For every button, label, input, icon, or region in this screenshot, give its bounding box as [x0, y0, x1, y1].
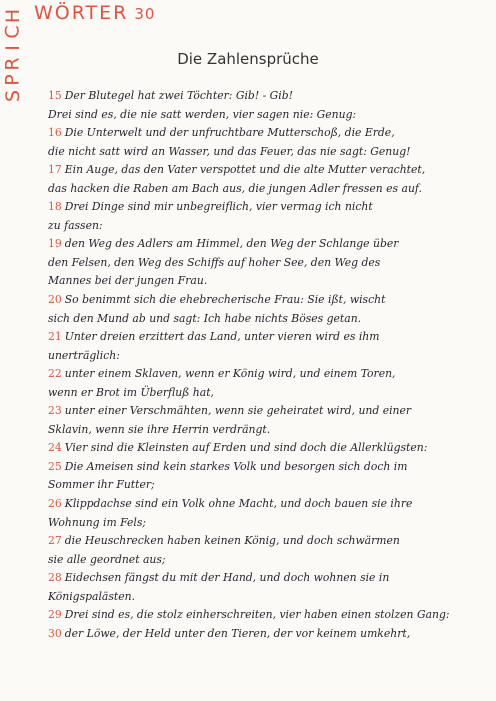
verse-number: 30 [48, 626, 62, 640]
text-line [48, 198, 488, 217]
text-body [48, 87, 488, 643]
verse-number: 17 [48, 163, 62, 177]
line-text: Die Ameisen sind kein starkes Volk und besorgen sich doch im [64, 459, 408, 473]
verse-number: 23 [48, 404, 62, 418]
line-text: Drei Dinge sind mir unbegreiflich, vier vermag ich nicht [64, 200, 373, 214]
text-line [48, 495, 488, 514]
text-line [48, 347, 488, 366]
text-line [48, 310, 488, 329]
line-text: Klippdachse sind ein Volk ohne Macht, und doch bauen sie ihre [64, 497, 413, 511]
line-text: unerträglich: [48, 348, 120, 362]
header-word: WÖRTER [34, 2, 129, 24]
text-line [48, 328, 488, 347]
text-line [48, 402, 488, 421]
verse-number: 22 [48, 367, 62, 381]
text-line [48, 458, 488, 477]
verse-number: 20 [48, 293, 62, 307]
verse-number: 24 [48, 441, 62, 455]
text-line [48, 272, 488, 291]
text-line [48, 217, 488, 236]
line-text: wenn er Brot im Überfluß hat, [48, 385, 214, 399]
side-label-letter: R [1, 57, 24, 71]
line-text: Eidechsen fängst du mit der Hand, und doch wohnen sie in [64, 571, 390, 585]
line-text: Drei sind es, die nie satt werden, vier sagen nie: Genug: [48, 107, 357, 121]
verse-number: 18 [48, 200, 62, 214]
line-text: das hacken die Raben am Bach aus, die jungen Adler fressen es auf. [48, 181, 422, 195]
line-text: Der Blutegel hat zwei Töchter: Gib! - Gib! [64, 89, 294, 102]
text-line [48, 291, 488, 310]
line-text: unter einem Sklaven, wenn er König wird, und einem Toren, [64, 367, 396, 381]
text-line [48, 588, 488, 607]
text-line [48, 106, 488, 125]
verse-number: 26 [48, 497, 62, 511]
line-text: Unter dreien erzittert das Land, unter vieren wird es ihm [64, 330, 380, 344]
text-line [48, 421, 488, 440]
text-line [48, 514, 488, 533]
line-text: Drei sind es, die stolz einherschreiten, vier haben einen stolzen Gang: [64, 608, 450, 622]
text-line [48, 625, 488, 644]
line-text: den Weg des Adlers am Himmel, den Weg der Schlange über [64, 237, 399, 251]
verse-number: 27 [48, 534, 62, 548]
line-text: So benimmt sich die ehebrecherische Frau: Sie ißt, wischt [64, 293, 386, 307]
text-line [48, 254, 488, 273]
verse-number: 19 [48, 237, 62, 251]
line-text: Mannes bei der jungen Frau. [48, 274, 208, 288]
line-text: der Löwe, der Held unter den Tieren, der vor keinem umkehrt, [64, 626, 411, 640]
side-label-letter: H [1, 8, 24, 24]
line-text: die nicht satt wird an Wasser, und das Feuer, das nie sagt: Genug! [48, 144, 411, 158]
line-text: Die Unterwelt und der unfruchtbare Mutterschoß, die Erde, [64, 126, 395, 140]
line-text: Vier sind die Kleinsten auf Erden und sind doch die Allerklügsten: [64, 441, 428, 455]
side-label-letter: S [2, 89, 24, 103]
header-number: 30 [134, 5, 156, 23]
page-header [34, 2, 155, 24]
line-text: sie alle geordnet aus; [48, 552, 166, 566]
verse-number: 28 [48, 571, 62, 585]
text-line [48, 384, 488, 403]
line-text: sich den Mund ab und sagt: Ich habe nichts Böses getan. [48, 311, 362, 325]
line-text: Königspalästen. [48, 589, 136, 603]
text-line [48, 124, 488, 143]
side-label-letter: C [2, 25, 24, 39]
text-line [48, 180, 488, 199]
verse-number: 21 [48, 330, 62, 344]
text-line [48, 569, 488, 588]
line-text: unter einer Verschmähten, wenn sie geheiratet wird, und einer [64, 404, 412, 418]
verse-number: 29 [48, 608, 62, 622]
text-line [48, 87, 488, 106]
text-line [48, 143, 488, 162]
text-line [48, 161, 488, 180]
side-label-letter: I [1, 45, 24, 51]
text-line [48, 476, 488, 495]
line-text: Sommer ihr Futter; [48, 478, 155, 492]
text-line [48, 365, 488, 384]
line-text: den Felsen, den Weg des Schiffs auf hoher See, den Weg des [48, 255, 381, 269]
line-text: die Heuschrecken haben keinen König, und doch schwärmen [64, 534, 400, 548]
page-title: Die Zahlensprüche [177, 50, 319, 68]
verse-number: 15 [48, 89, 62, 102]
line-text: Ein Auge, das den Vater verspottet und die alte Mutter verachtet, [64, 163, 426, 177]
text-line [48, 439, 488, 458]
text-line [48, 606, 488, 625]
text-line [48, 551, 488, 570]
line-text: zu fassen: [48, 218, 103, 232]
line-text: Sklavin, wenn sie ihre Herrin verdrängt. [48, 422, 271, 436]
line-text: Wohnung im Fels; [48, 515, 147, 529]
text-line [48, 235, 488, 254]
side-label-letter: P [2, 74, 24, 86]
verse-number: 16 [48, 126, 62, 140]
verse-number: 25 [48, 459, 62, 473]
text-line [48, 532, 488, 551]
